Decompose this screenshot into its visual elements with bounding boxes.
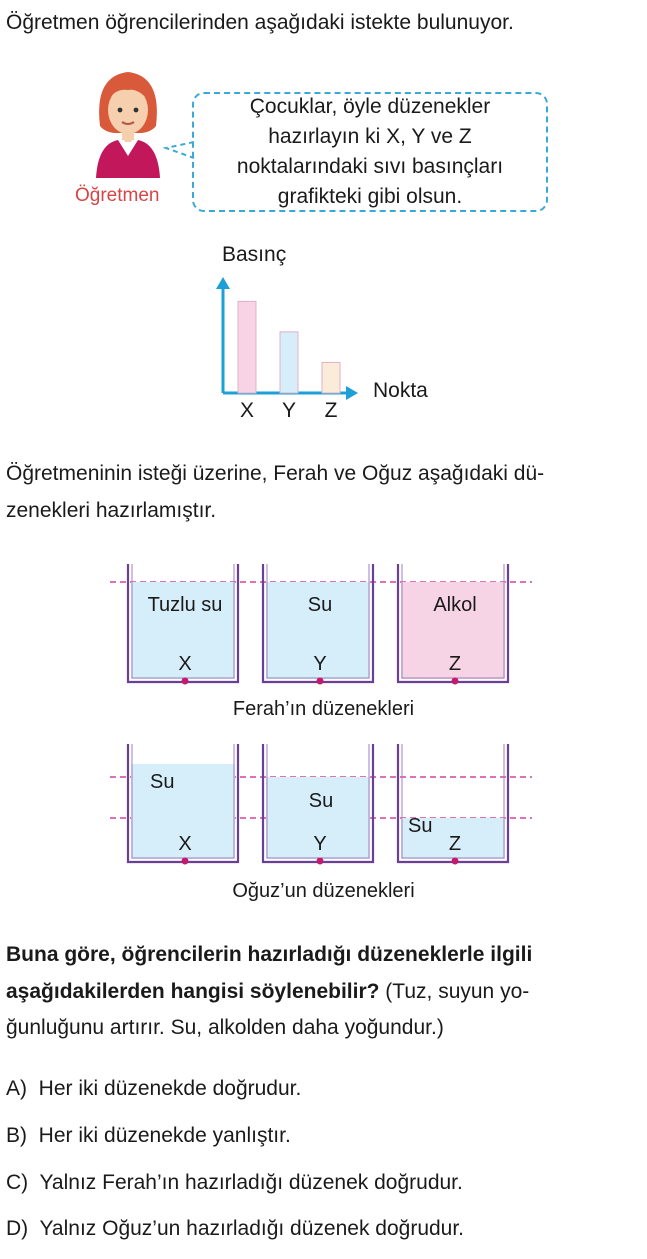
question-line-2-normal: (Tuz, suyun yo- [379,980,530,1003]
ferah-point-dot-x [182,678,189,685]
chart-bar-x [238,301,256,393]
option-d-letter: D) [6,1217,29,1240]
speech-text: Çocuklar, öyle düzenekler hazırlayın ki X, Y ve Z noktalarındaki sıvı basınçları grafikteki gibi olsun. [236,95,504,208]
option-c-letter: C) [6,1171,29,1194]
oguz-setups [100,740,540,870]
oguz-container-3 [398,744,508,865]
oguz-point-label-y: Y [313,833,327,855]
oguz-liquid-label-3: Su [408,815,433,837]
ferah-container-3 [398,564,508,685]
oguz-point-dot-z [452,858,459,865]
oguz-liquid-label-1: Su [150,771,175,793]
ferah-caption: Ferah’ın düzenekleri [232,698,415,720]
teacher-label: Öğretmen [75,185,160,206]
ferah-liquid-label-1: Tuzlu su [147,594,223,616]
question-line-3: ğunluğunu artırır. Su, alkolden daha yoğundur.) [6,1016,444,1039]
paragraph-line-1: Öğretmeninin isteği üzerine, Ferah ve Oğuz aşağıdaki dü- [6,462,545,485]
ferah-liquid-label-3: Alkol [433,594,477,616]
chart-x-arrow [346,386,358,400]
oguz-point-label-z: Z [448,833,462,855]
ferah-container-2 [263,564,373,685]
option-a[interactable] [6,1074,301,1104]
intro-text: Öğretmen öğrencilerinden aşağıdaki istekte bulunuyor. [6,11,514,34]
ferah-container-1 [128,564,238,685]
oguz-container-1 [128,744,238,865]
chart-y-arrow [216,277,230,289]
chart-tick-x: X [239,399,255,422]
option-a-text: Her iki düzenekde doğrudur. [38,1077,302,1100]
question-line-2 [6,977,529,1007]
oguz-container-2 [263,744,373,865]
chart-y-label: Basınç [222,243,287,266]
option-b-letter: B) [6,1124,27,1147]
ferah-point-dot-y [317,678,324,685]
teacher-avatar [88,66,168,181]
oguz-caption: Oğuz’un düzenekleri [232,880,415,902]
ferah-point-label-z: Z [448,653,462,675]
chart-bar-z [322,362,340,393]
question-line-1: Buna göre, öğrencilerin hazırladığı düzeneklerle ilgili [6,943,533,966]
ferah-liquid-label-2: Su [307,594,333,616]
option-d[interactable] [6,1214,464,1244]
option-b-text: Her iki düzenekde yanlıştır. [38,1124,291,1147]
oguz-point-dot-x [182,858,189,865]
oguz-point-label-x: X [178,833,192,855]
ferah-point-dot-z [452,678,459,685]
question-line-2-bold: aşağıdakilerden hangisi söylenebilir? [6,980,380,1003]
chart-tick-z: Z [324,399,338,422]
chart-tick-y: Y [281,399,297,422]
chart-x-label: Nokta [373,379,428,402]
speech-bubble [192,92,548,212]
oguz-liquid-label-2: Su [308,790,334,812]
option-a-letter: A) [6,1077,27,1100]
paragraph-line-2: zenekleri hazırlamıştır. [6,499,217,522]
ferah-setups [100,560,540,690]
speech-bubble-tail [162,136,196,170]
oguz-point-dot-y [317,858,324,865]
ferah-point-label-x: X [178,653,192,675]
option-b[interactable] [6,1121,291,1151]
option-c-text: Yalnız Ferah’ın hazırladığı düzenek doğrudur. [39,1171,463,1194]
ferah-point-label-y: Y [313,653,327,675]
option-d-text: Yalnız Oğuz’un hazırladığı düzenek doğrudur. [39,1217,465,1240]
pressure-chart [190,235,450,425]
chart-bar-y [280,332,298,393]
option-c[interactable] [6,1168,463,1198]
